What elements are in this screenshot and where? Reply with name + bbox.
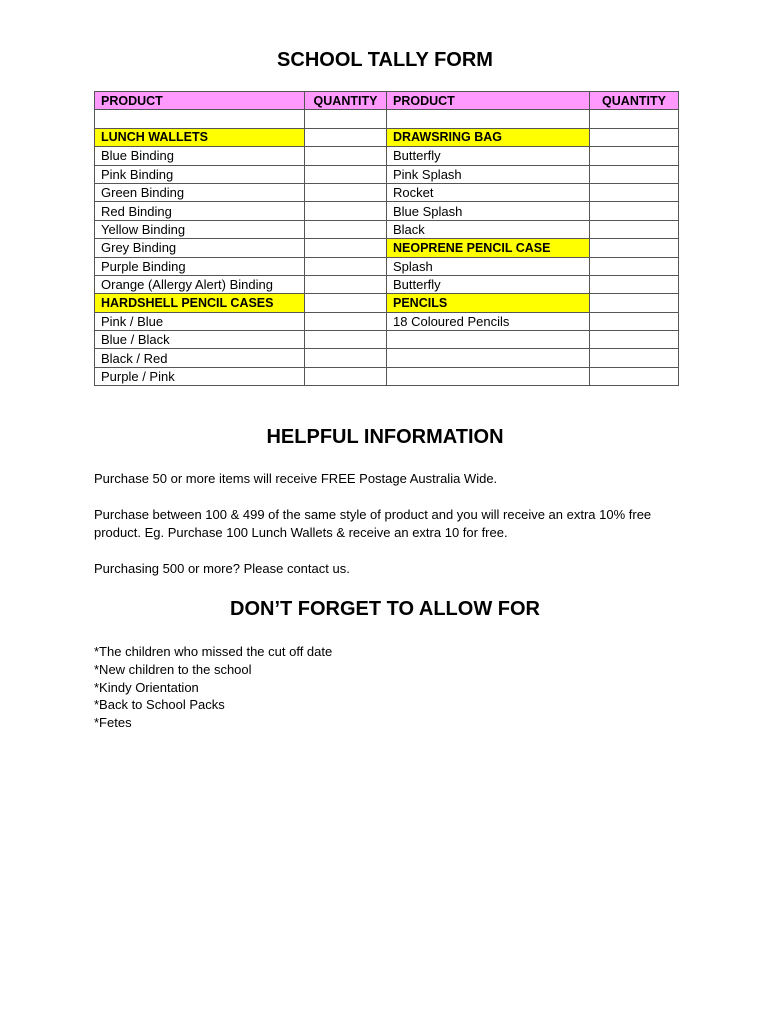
allow-for-list — [94, 643, 332, 732]
quantity-cell[interactable] — [590, 165, 679, 183]
product-cell — [387, 349, 590, 367]
table-row — [95, 147, 679, 165]
table-row — [95, 331, 679, 349]
table-row — [95, 349, 679, 367]
product-cell: Blue Binding — [95, 147, 305, 165]
page-title: SCHOOL TALLY FORM — [277, 49, 493, 71]
product-cell: Purple Binding — [95, 257, 305, 275]
quantity-cell[interactable] — [305, 183, 387, 201]
table-row — [95, 202, 679, 220]
list-item: *The children who missed the cut off date — [94, 644, 333, 659]
product-cell: Blue / Black — [95, 331, 305, 349]
quantity-cell[interactable] — [590, 110, 679, 128]
list-item: *Fetes — [94, 715, 132, 731]
quantity-cell[interactable] — [305, 220, 387, 238]
quantity-cell[interactable] — [305, 239, 387, 257]
product-cell — [387, 367, 590, 385]
product-cell: Pink / Blue — [95, 312, 305, 330]
table-row — [95, 312, 679, 330]
quantity-cell[interactable] — [590, 239, 679, 257]
quantity-cell[interactable] — [590, 349, 679, 367]
product-cell: Green Binding — [95, 183, 305, 201]
quantity-cell[interactable] — [305, 257, 387, 275]
table-row — [95, 257, 679, 275]
category-header-cell: PENCILS — [387, 294, 590, 312]
quantity-cell[interactable] — [305, 349, 387, 367]
postage-info-text: Purchase 50 or more items will receive FREE Postage Australia Wide. — [94, 471, 498, 486]
quantity-cell[interactable] — [590, 257, 679, 275]
product-cell: Pink Binding — [95, 165, 305, 183]
product-cell: Grey Binding — [95, 239, 305, 257]
quantity-cell[interactable] — [590, 312, 679, 330]
product-cell: Purple / Pink — [95, 367, 305, 385]
product-cell: 18 Coloured Pencils — [387, 312, 590, 330]
quantity-cell[interactable] — [590, 331, 679, 349]
quantity-cell[interactable] — [590, 294, 679, 312]
product-cell: Butterfly — [387, 147, 590, 165]
product-cell — [387, 110, 590, 128]
table-row — [95, 220, 679, 238]
table-row — [95, 294, 679, 312]
category-header-cell: HARDSHELL PENCIL CASES — [95, 294, 305, 312]
category-header-cell: LUNCH WALLETS — [95, 128, 305, 146]
quantity-cell[interactable] — [590, 202, 679, 220]
quantity-cell[interactable] — [305, 294, 387, 312]
table-body — [95, 110, 679, 386]
product-cell: Black / Red — [95, 349, 305, 367]
quantity-cell[interactable] — [305, 312, 387, 330]
column-header-product: PRODUCT — [95, 92, 305, 110]
quantity-cell[interactable] — [590, 128, 679, 146]
quantity-cell[interactable] — [305, 165, 387, 183]
quantity-cell[interactable] — [590, 367, 679, 385]
quantity-cell[interactable] — [305, 275, 387, 293]
quantity-cell[interactable] — [590, 275, 679, 293]
product-cell: Rocket — [387, 183, 590, 201]
product-cell: Yellow Binding — [95, 220, 305, 238]
quantity-cell[interactable] — [590, 147, 679, 165]
product-cell — [387, 331, 590, 349]
quantity-cell[interactable] — [305, 367, 387, 385]
product-cell: Pink Splash — [387, 165, 590, 183]
table-header-row — [95, 92, 679, 110]
product-cell — [95, 110, 305, 128]
product-cell: Blue Splash — [387, 202, 590, 220]
dont-forget-heading: DON’T FORGET TO ALLOW FOR — [230, 598, 540, 620]
product-cell: Black — [387, 220, 590, 238]
quantity-cell[interactable] — [590, 183, 679, 201]
contact-info-text: Purchasing 500 or more? Please contact us. — [94, 561, 350, 576]
quantity-cell[interactable] — [305, 110, 387, 128]
table-row — [95, 275, 679, 293]
product-cell: Butterfly — [387, 275, 590, 293]
bulk-discount-info-text: Purchase between 100 & 499 of the same style of product and you will receive an extra 10% free product. Eg. Purchase 100 Lunch Wallets & receive an extra 10 for free. — [94, 507, 652, 540]
quantity-cell[interactable] — [305, 331, 387, 349]
table-row — [95, 128, 679, 146]
quantity-cell[interactable] — [305, 128, 387, 146]
quantity-cell[interactable] — [305, 202, 387, 220]
product-cell: Splash — [387, 257, 590, 275]
table-row — [95, 165, 679, 183]
table-row — [95, 110, 679, 128]
list-item: *Back to School Packs — [94, 697, 225, 713]
tally-table — [94, 91, 679, 386]
quantity-cell[interactable] — [305, 147, 387, 165]
category-header-cell: DRAWSRING BAG — [387, 128, 590, 146]
product-cell: Orange (Allergy Alert) Binding — [95, 275, 305, 293]
list-item: *Kindy Orientation — [94, 679, 199, 695]
list-item: *New children to the school — [94, 661, 252, 677]
column-header-product: PRODUCT — [387, 92, 590, 110]
table-row — [95, 183, 679, 201]
helpful-information-heading: HELPFUL INFORMATION — [266, 426, 504, 448]
table-row — [95, 239, 679, 257]
column-header-quantity: QUANTITY — [305, 92, 387, 110]
table-row — [95, 367, 679, 385]
column-header-quantity: QUANTITY — [590, 92, 679, 110]
category-header-cell: NEOPRENE PENCIL CASE — [387, 239, 590, 257]
product-cell: Red Binding — [95, 202, 305, 220]
quantity-cell[interactable] — [590, 220, 679, 238]
